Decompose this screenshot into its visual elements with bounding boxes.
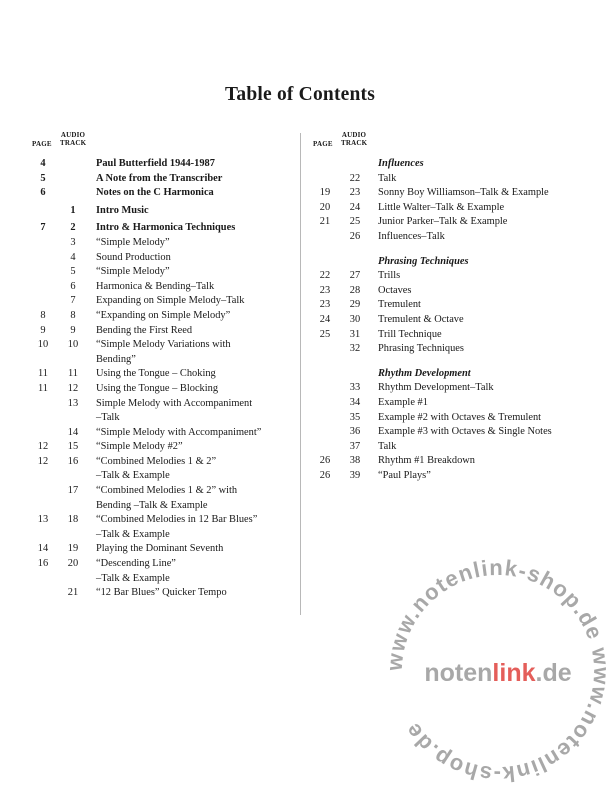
toc-entry-title: Phrasing Techniques xyxy=(378,255,469,267)
toc-track-number: 36 xyxy=(349,426,361,438)
toc-track-number: 9 xyxy=(70,324,76,336)
toc-page-number: 16 xyxy=(37,558,49,570)
toc-page-number: 14 xyxy=(37,543,49,555)
toc-track-number: 11 xyxy=(67,368,78,380)
toc-entry-title: Harmonica & Bending–Talk xyxy=(96,280,215,292)
toc-entry-title: “Paul Plays” xyxy=(378,469,431,481)
toc-page-number: 20 xyxy=(319,201,331,213)
toc-entry-title: Intro & Harmonica Techniques xyxy=(96,222,236,234)
toc-entry-title: “Expanding on Simple Melody” xyxy=(96,309,231,321)
toc-entry-title: “Simple Melody #2” xyxy=(96,441,183,453)
toc-track-number: 10 xyxy=(67,339,79,351)
toc-entry-title: Little Walter–Talk & Example xyxy=(378,201,505,213)
toc-entry-title: Paul Butterfield 1944-1987 xyxy=(96,158,215,169)
toc-entry-title: “Combined Melodies 1 & 2” xyxy=(96,455,217,467)
toc-track-number: 1 xyxy=(70,204,76,216)
toc-entry-title: Sonny Boy Williamson–Talk & Example xyxy=(378,187,549,199)
toc-track-number: 29 xyxy=(349,299,361,311)
audio-track-header xyxy=(60,131,86,147)
toc-entry-title: –Talk & Example xyxy=(96,572,170,584)
toc-entry-title: “Simple Melody” xyxy=(96,236,170,248)
toc-track-number: 37 xyxy=(349,440,361,452)
toc-entry-title: Notes on the C Harmonica xyxy=(96,187,214,199)
toc-track-number: 23 xyxy=(349,187,361,199)
toc-track-number: 24 xyxy=(349,201,361,213)
page-header: PAGE xyxy=(32,140,52,148)
toc-entry-title: “Simple Melody Variations with xyxy=(96,339,231,351)
toc-entry-title: “Simple Melody with Accompaniment” xyxy=(96,426,262,438)
toc-page-number: 11 xyxy=(37,368,48,380)
toc-entry-title: Intro Music xyxy=(96,204,149,216)
toc-track-number: 19 xyxy=(67,543,79,555)
toc-track-number: 25 xyxy=(349,216,361,228)
toc-track-number: 32 xyxy=(349,343,361,355)
toc-track-number: 35 xyxy=(349,411,361,423)
toc-track-number: 17 xyxy=(67,485,79,497)
toc-track-number: 18 xyxy=(67,514,79,526)
toc-entry-title: “Combined Melodies 1 & 2” with xyxy=(96,485,238,497)
toc-entry-title: Simple Melody with Accompaniment xyxy=(96,397,253,409)
toc-entry-title: Influences–Talk xyxy=(378,230,445,242)
toc-entry-title: Bending the First Reed xyxy=(96,324,193,336)
toc-page-number: 11 xyxy=(37,382,48,394)
toc-page-number: 9 xyxy=(40,324,46,336)
toc-page-number: 25 xyxy=(319,328,331,340)
toc-entry-title: “Combined Melodies in 12 Bar Blues” xyxy=(96,514,258,526)
toc-entry-title: Rhythm Development xyxy=(378,367,471,379)
toc-track-number: 12 xyxy=(67,382,79,394)
toc-entry-title: Example #3 with Octaves & Single Notes xyxy=(378,426,552,438)
toc-track-number: 7 xyxy=(70,295,76,307)
toc-entry-title: Using the Tongue – Blocking xyxy=(96,382,219,394)
toc-track-number: 28 xyxy=(349,284,361,296)
toc-entry-title: Expanding on Simple Melody–Talk xyxy=(96,295,245,307)
toc-track-number: 22 xyxy=(349,172,361,184)
toc-entry-title: “Descending Line” xyxy=(96,558,176,570)
toc-track-number: 5 xyxy=(70,266,76,278)
toc-entry-title: Rhythm #1 Breakdown xyxy=(378,455,475,467)
page-title: Table of Contents xyxy=(224,84,376,105)
toc-track-number: 16 xyxy=(67,455,79,467)
toc-track-number: 30 xyxy=(349,313,361,325)
toc-entry-title: “12 Bar Blues” Quicker Tempo xyxy=(96,587,227,599)
toc-track-number: 20 xyxy=(67,558,79,570)
toc-track-number: 31 xyxy=(349,328,361,340)
toc-entry-title: Junior Parker–Talk & Example xyxy=(378,216,508,228)
toc-entry-title: Example #2 with Octaves & Tremulent xyxy=(378,411,542,423)
toc-entry-title: Rhythm Development–Talk xyxy=(378,382,494,394)
toc-page-number: 26 xyxy=(319,469,331,481)
toc-entry-title: Trill Technique xyxy=(378,328,442,340)
toc-track-number: 8 xyxy=(70,309,76,321)
toc-page-number: 13 xyxy=(37,514,49,526)
toc-track-number: 39 xyxy=(349,469,361,481)
audio-track-header xyxy=(341,131,367,147)
watermark-seal xyxy=(382,555,614,787)
toc-entry-title: Using the Tongue – Choking xyxy=(96,368,216,380)
toc-track-number: 6 xyxy=(70,280,76,292)
toc-entry-title: Example #1 xyxy=(378,396,428,408)
toc-entry-title: Bending –Talk & Example xyxy=(96,499,208,511)
toc-track-number: 21 xyxy=(67,587,79,599)
toc-entry-title: –Talk & Example xyxy=(96,528,170,540)
toc-page-number: 12 xyxy=(37,455,49,467)
toc-entry-title: Tremulent xyxy=(378,299,421,311)
toc-entry-title: Talk xyxy=(378,172,397,184)
audio-header-line2: TRACK xyxy=(60,139,87,147)
toc-track-number: 3 xyxy=(70,236,76,248)
toc-page-number: 4 xyxy=(40,158,46,169)
toc-track-number: 14 xyxy=(67,426,79,438)
toc-track-number: 2 xyxy=(70,222,76,234)
toc-entry-title: Tremulent & Octave xyxy=(378,313,464,325)
toc-page-number: 23 xyxy=(319,284,331,296)
toc-page-number: 7 xyxy=(40,222,46,234)
toc-entry-title: Playing the Dominant Seventh xyxy=(96,543,224,555)
toc-track-number: 27 xyxy=(349,270,361,282)
toc-page-number: 6 xyxy=(40,187,46,199)
toc-page-number: 24 xyxy=(319,313,331,325)
toc-entry-title: Octaves xyxy=(378,284,412,296)
toc-track-number: 4 xyxy=(70,251,76,263)
toc-track-number: 26 xyxy=(349,230,361,242)
toc-entry-title: Influences xyxy=(378,158,424,169)
toc-page-number: 12 xyxy=(37,441,49,453)
page-header: PAGE xyxy=(313,140,333,148)
toc-track-number: 38 xyxy=(349,455,361,467)
toc-entry-title: Talk xyxy=(378,440,397,452)
toc-page-number: 5 xyxy=(40,172,46,184)
toc-page-number: 10 xyxy=(37,339,49,351)
toc-entry-title: A Note from the Transcriber xyxy=(96,172,223,184)
column-divider xyxy=(300,133,301,615)
watermark-stamp xyxy=(382,555,614,787)
toc-entry-title: Phrasing Techniques xyxy=(378,343,464,355)
toc-entry-title: Sound Production xyxy=(96,251,171,263)
toc-entry-title: –Talk & Example xyxy=(96,470,170,482)
toc-track-number: 34 xyxy=(349,396,361,408)
toc-entry-title: “Simple Melody” xyxy=(96,266,170,278)
audio-header-line1: AUDIO xyxy=(60,131,86,139)
toc-track-number: 15 xyxy=(67,441,79,453)
toc-page-number: 22 xyxy=(319,270,331,282)
watermark-center-text: notenlink.de xyxy=(424,659,572,687)
toc-entry-title: Trills xyxy=(378,270,401,282)
watermark-ring-text: www.notenlink-shop.de www.notenlink-shop.de xyxy=(382,555,614,787)
toc-page-number: 23 xyxy=(319,299,331,311)
audio-header-line1: AUDIO xyxy=(341,131,367,139)
toc-entry-title: –Talk xyxy=(96,412,120,424)
toc-page-number: 26 xyxy=(319,455,331,467)
audio-header-line2: TRACK xyxy=(341,139,368,147)
toc-track-number: 33 xyxy=(349,382,361,394)
toc-page-number: 8 xyxy=(40,309,46,321)
toc-page-number: 21 xyxy=(319,216,331,228)
toc-track-number: 13 xyxy=(67,397,79,409)
toc-entry-title: Bending” xyxy=(96,353,136,365)
toc-page-number: 19 xyxy=(319,187,331,199)
